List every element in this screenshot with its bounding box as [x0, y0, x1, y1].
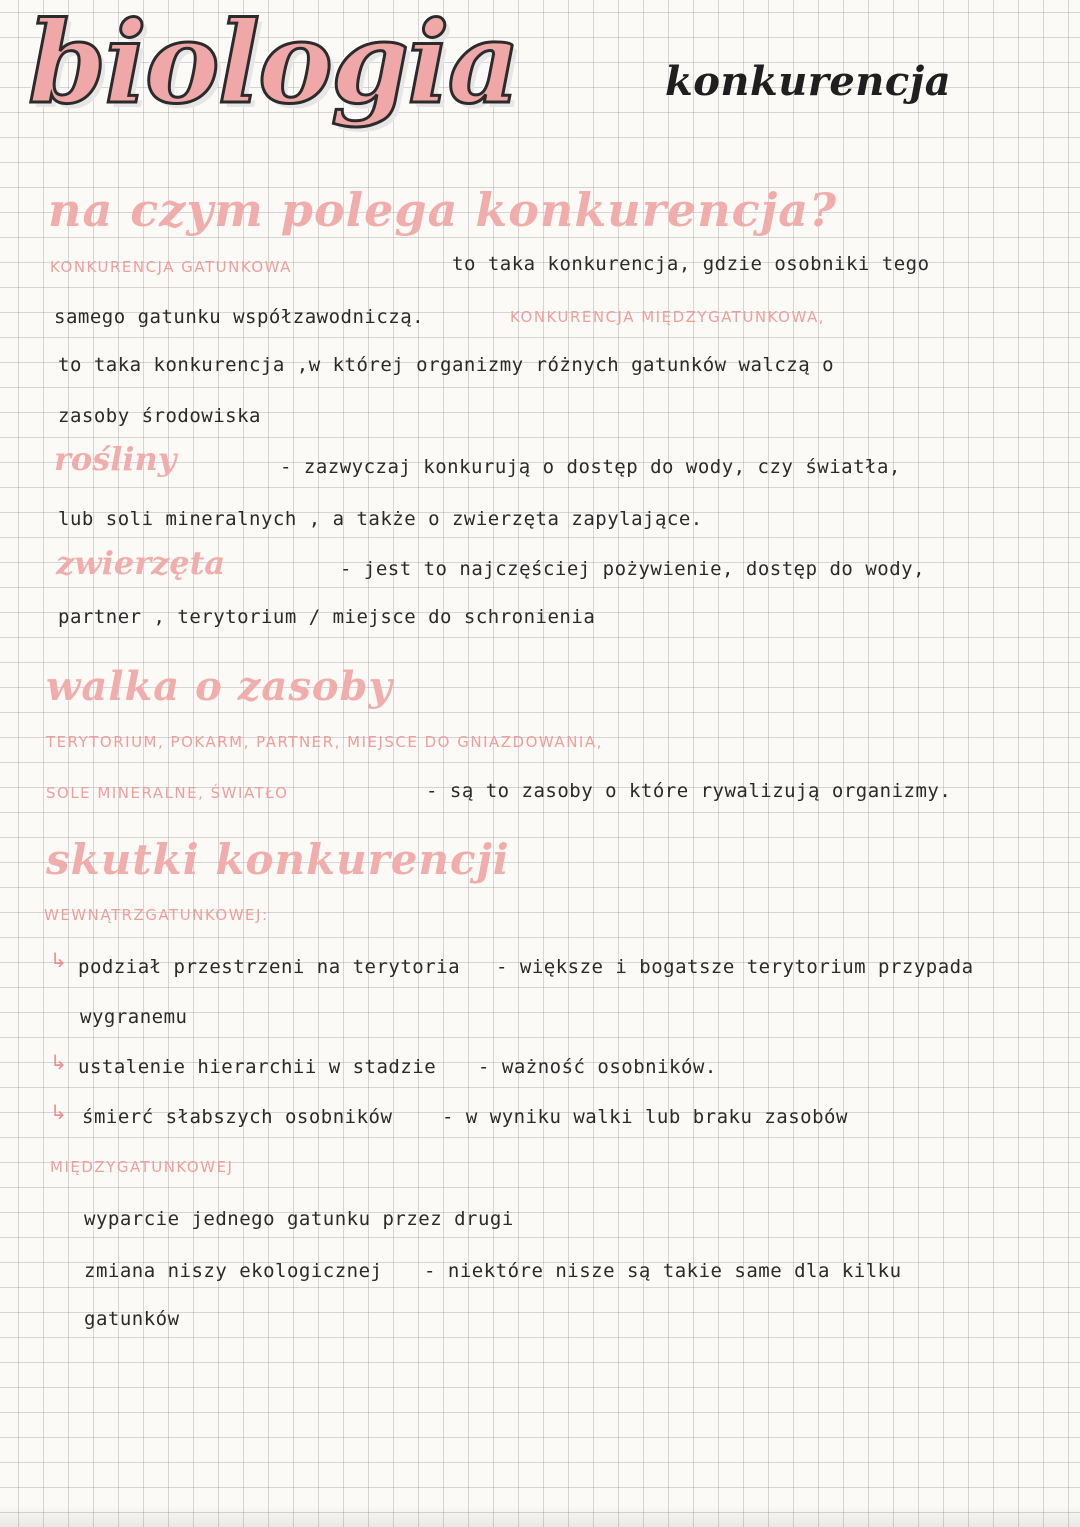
list-item: śmierć słabszych osobników — [82, 1106, 393, 1128]
arrow-bullet-icon: ↳ — [50, 948, 67, 972]
text-line: - zazwyczaj konkurują o dostęp do wody, czy światła, — [280, 456, 901, 478]
text-line: - są to zasoby o które rywalizują organizmy. — [426, 780, 952, 802]
label-intraspecific-effects: WEWNĄTRZGATUNKOWEJ: — [44, 906, 269, 924]
label-plants: rośliny — [54, 440, 177, 478]
arrow-bullet-icon: ↳ — [50, 1050, 67, 1074]
text-line: - jest to najczęściej pożywienie, dostęp do wody, — [340, 558, 926, 580]
resources-list: TERYTORIUM, POKARM, PARTNER, MIEJSCE DO GNIAZDOWANIA, — [46, 733, 603, 751]
text-line: zasoby środowiska — [58, 405, 261, 427]
list-item: podział przestrzeni na terytoria — [78, 956, 461, 978]
heading-resource-fight: walka o zasoby — [46, 663, 393, 710]
list-item-rest: - w wyniku walki lub braku zasobów — [442, 1106, 848, 1128]
text-line: samego gatunku współzawodniczą. — [54, 306, 425, 328]
label-interspecific-effects: MIĘDZYGATUNKOWEJ — [50, 1158, 234, 1176]
heading-effects: skutki konkurencji — [46, 835, 510, 884]
text-line: wyparcie jednego gatunku przez drugi — [84, 1208, 514, 1230]
resources-list-2: SOLE MINERALNE, ŚWIATŁO — [46, 784, 289, 802]
heading-what-is-competition: na czym polega konkurencja? — [48, 183, 838, 237]
topic-title: konkurencja — [665, 58, 952, 105]
text-line: to taka konkurencja, gdzie osobniki tego — [452, 253, 930, 275]
label-animals: zwierzęta — [56, 544, 226, 582]
label-intraspecific: KONKURENCJA GATUNKOWA — [50, 258, 292, 276]
text-line: zmiana niszy ekologicznej — [84, 1260, 383, 1282]
text-line: - niektóre nisze są takie same dla kilku — [424, 1260, 902, 1282]
list-item-rest: - większe i bogatsze terytorium przypada — [496, 956, 974, 978]
list-item: ustalenie hierarchii w stadzie — [78, 1056, 437, 1078]
page-title: biologia — [28, 0, 519, 129]
text-line: gatunków — [84, 1308, 180, 1330]
page-edge-shadow — [0, 1505, 1080, 1527]
list-item: wygranemu — [80, 1006, 188, 1028]
text-line: to taka konkurencja ,w której organizmy różnych gatunków walczą o — [58, 354, 835, 376]
text-line: partner , terytorium / miejsce do schronienia — [58, 606, 596, 628]
text-line: lub soli mineralnych , a także o zwierzęta zapylające. — [58, 508, 703, 530]
label-interspecific: KONKURENCJA MIĘDZYGATUNKOWA, — [510, 308, 826, 326]
arrow-bullet-icon: ↳ — [50, 1100, 67, 1124]
list-item-rest: - ważność osobników. — [478, 1056, 717, 1078]
